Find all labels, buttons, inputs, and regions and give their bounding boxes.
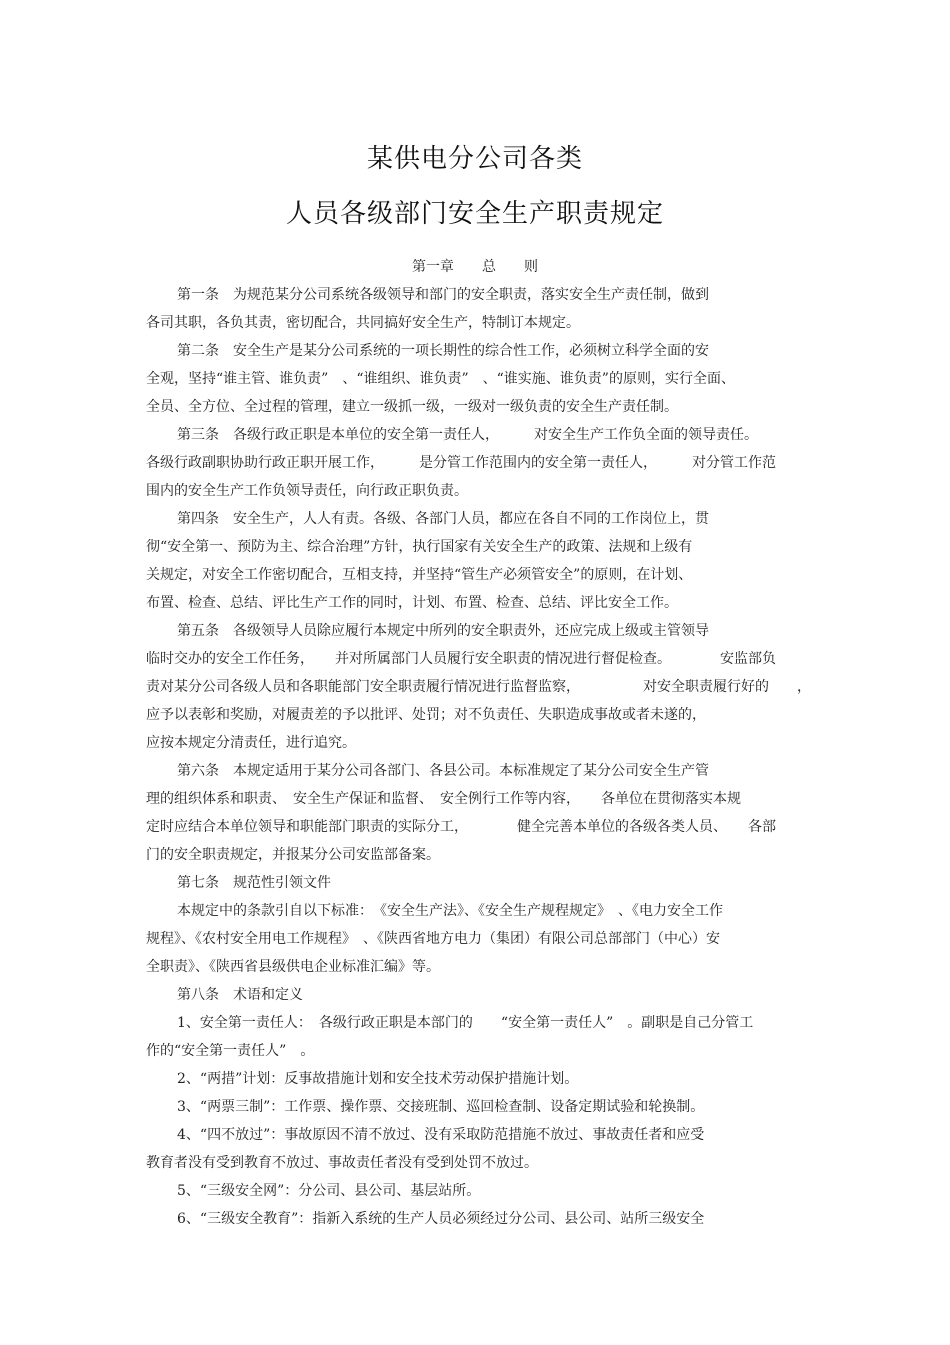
text-line: 应按本规定分清责任，进行追究。 bbox=[146, 735, 356, 751]
text-line: 责对某分公司各级人员和各职能部门安全职责履行情况进行监督监察， 对安全职责履行好的 ， bbox=[146, 679, 811, 695]
text-line: 全观，坚持“谁主管、谁负责” 、“谁组织、谁负责” 、“谁实施、谁负责”的原则，实行全面、 bbox=[146, 371, 735, 387]
text-line: 关规定，对安全工作密切配合，互相支持，并坚持“管生产必须管安全”的原则，在计划、 bbox=[146, 567, 693, 583]
text-line: 各级行政副职协助行政正职开展工作， 是分管工作范围内的安全第一责任人， 对分管工作范 bbox=[146, 455, 776, 471]
text-line: 布置、检查、总结、评比生产工作的同时，计划、布置、检查、总结、评比安全工作。 bbox=[146, 595, 678, 611]
text-line: 全员、全方位、全过程的管理，建立一级抓一级，一级对一级负责的安全生产责任制。 bbox=[146, 399, 678, 415]
text-line: 围内的安全生产工作负领导责任，向行政正职负责。 bbox=[146, 483, 468, 499]
text-line: 规程》、《农村安全用电工作规程》 、《陕西省地方电力（集团）有限公司总部部门（中心）安 bbox=[146, 931, 720, 947]
text-line: 6、“三级安全教育”：指新入系统的生产人员必须经过分公司、县公司、站所三级安全 bbox=[177, 1211, 705, 1227]
text-line: 第六条 本规定适用于某分公司各部门、各县公司。本标准规定了某分公司安全生产管 bbox=[177, 763, 709, 779]
text-line: 理的组织体系和职责、 安全生产保证和监督、 安全例行工作等内容， 各单位在贯彻落实本规 bbox=[146, 791, 741, 807]
text-line: 各司其职，各负其责，密切配合，共同搞好安全生产，特制订本规定。 bbox=[146, 315, 580, 331]
text-line: 定时应结合本单位领导和职能部门职责的实际分工， 健全完善本单位的各级各类人员、 各部 bbox=[146, 819, 776, 835]
text-line: 2、“两措”计划：反事故措施计划和安全技术劳动保护措施计划。 bbox=[177, 1071, 579, 1087]
text-line: 5、“三级安全网”：分公司、县公司、基层站所。 bbox=[177, 1183, 481, 1199]
text-line: 4、“四不放过”：事故原因不清不放过、没有采取防范措施不放过、事故责任者和应受 bbox=[177, 1127, 705, 1143]
text-line: 第八条 术语和定义 bbox=[177, 987, 303, 1003]
text-line: 第三条 各级行政正职是本单位的安全第一责任人， 对安全生产工作负全面的领导责任。 bbox=[177, 427, 758, 443]
chapter-heading: 第一章 总 则 bbox=[412, 259, 538, 275]
text-line: 第一条 为规范某分公司系统各级领导和部门的安全职责，落实安全生产责任制，做到 bbox=[177, 287, 709, 303]
text-line: 第四条 安全生产，人人有责。各级、各部门人员，都应在各自不同的工作岗位上，贯 bbox=[177, 511, 709, 527]
text-line: 临时交办的安全工作任务， 并对所属部门人员履行安全职责的情况进行督促检查。 安监部负 bbox=[146, 651, 776, 667]
text-line: 第七条 规范性引领文件 bbox=[177, 875, 331, 891]
text-line: 教育者没有受到教育不放过、事故责任者没有受到处罚不放过。 bbox=[146, 1155, 538, 1171]
document-title-line-1: 某供电分公司各类 bbox=[366, 144, 583, 174]
text-line: 1、安全第一责任人： 各级行政正职是本部门的 “安全第一责任人” 。副职是自己分管工 bbox=[177, 1015, 754, 1031]
text-line: 应予以表彰和奖励，对履责差的予以批评、处罚；对不负责任、失职造成事故或者未遂的， bbox=[146, 707, 706, 723]
document-body bbox=[146, 281, 826, 1233]
document-title-line-2: 人员各级部门安全生产职责规定 bbox=[285, 199, 664, 229]
text-line: 第五条 各级领导人员除应履行本规定中所列的安全职责外，还应完成上级或主管领导 bbox=[177, 623, 709, 639]
text-line: 本规定中的条款引自以下标准： 《安全生产法》、《安全生产规程规定》 、《电力安全工作 bbox=[177, 903, 723, 919]
text-line: 彻“安全第一、预防为主、综合治理”方针，执行国家有关安全生产的政策、法规和上级有 bbox=[146, 539, 693, 555]
text-line: 门的安全职责规定，并报某分公司安监部备案。 bbox=[146, 847, 440, 863]
text-line: 作的“安全第一责任人” 。 bbox=[146, 1043, 315, 1059]
text-line: 3、“两票三制”：工作票、操作票、交接班制、巡回检查制、设备定期试验和轮换制。 bbox=[177, 1099, 705, 1115]
text-line: 第二条 安全生产是某分公司系统的一项长期性的综合性工作，必须树立科学全面的安 bbox=[177, 343, 709, 359]
text-line: 全职责》、《陕西省县级供电企业标准汇编》等。 bbox=[146, 959, 440, 975]
